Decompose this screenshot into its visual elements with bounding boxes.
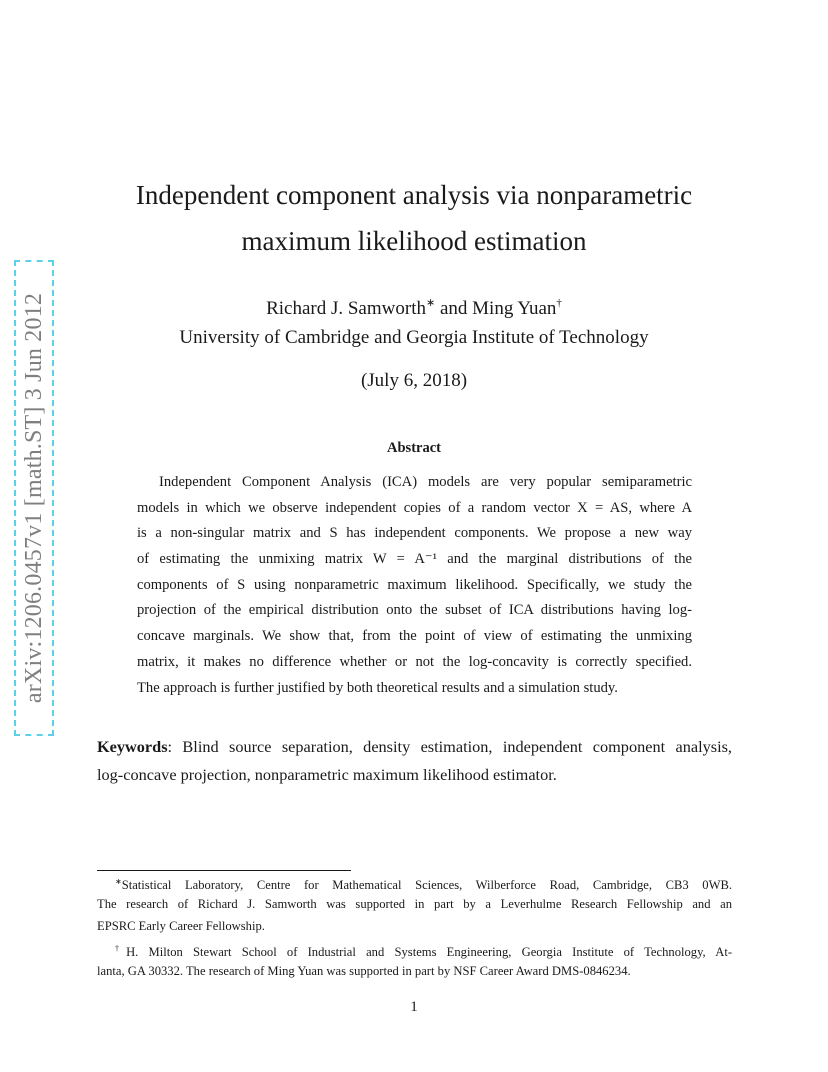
abstract-heading: Abstract	[387, 440, 441, 456]
abstract-line: components of S using nonparametric maximum likelihood. Specifically, we study the	[137, 576, 692, 593]
keywords-text-1: : Blind source separation, density estimation, independent component analysis,	[167, 737, 732, 756]
affiliation: University of Cambridge and Georgia Institute of Technology	[179, 327, 649, 348]
author2-footnote-mark: †	[556, 297, 562, 309]
abstract-line: models in which we observe independent copies of a random vector X = AS, where A	[137, 499, 692, 516]
footnote-1-mark: ∗	[115, 877, 122, 886]
abstract-line: is a non-singular matrix and S has independent components. We propose a new way	[137, 525, 692, 542]
paper-date: (July 6, 2018)	[360, 370, 468, 391]
abstract-body	[137, 470, 692, 701]
paper-title	[0, 172, 828, 264]
author-samworth: Richard J. Samworth	[266, 298, 426, 319]
keywords-line-1	[97, 733, 732, 761]
footnote-2-line-2: lanta, GA 30332. The research of Ming Yuan was supported in part by NSF Career Award DMS-0846234.	[97, 963, 631, 978]
author-separator: and	[435, 298, 473, 319]
author-yuan: Ming Yuan	[472, 298, 557, 319]
page-number: 1	[410, 999, 418, 1015]
footnote-2-mark: †	[115, 943, 127, 953]
footnote-2-text: H. Milton Stewart School of Industrial and Systems Engineering, Georgia Institute of Technology, At-	[126, 944, 733, 959]
abstract-line: projection of the empirical distribution onto the subset of ICA distributions having log-	[137, 602, 692, 619]
footnote-1-line-3: EPSRC Early Career Fellowship.	[97, 919, 265, 934]
footnote-1-line-2: The research of Richard J. Samworth was supported in part by a Leverhulme Research Fellowship and an	[97, 897, 732, 912]
title-line-1: Independent component analysis via nonparametric	[135, 180, 693, 210]
keywords-label: Keywords	[97, 737, 168, 756]
title-line-2: maximum likelihood estimation	[241, 226, 587, 256]
abstract-line: Independent Component Analysis (ICA) models are very popular semiparametric	[159, 474, 692, 490]
abstract-line: matrix, it makes no difference whether or not the log-concavity is correctly specified.	[137, 653, 692, 670]
footnote-2-line-1	[97, 938, 732, 960]
keywords-section	[97, 733, 732, 789]
arxiv-identifier[interactable]: arXiv:1206.0457v1 [math.ST] 3 Jun 2012	[21, 292, 47, 704]
abstract-line: concave marginals. We show that, from the point of view of estimating the unmixing	[137, 628, 692, 645]
footnote-1-line-1	[97, 871, 732, 893]
keywords-line-2: log-concave projection, nonparametric maximum likelihood estimator.	[97, 765, 557, 784]
footnotes	[97, 871, 732, 982]
abstract-line: The approach is further justified by both theoretical results and a simulation study.	[137, 679, 618, 696]
author-list	[0, 290, 828, 322]
author1-footnote-mark: ∗	[425, 297, 436, 309]
footnote-1-text: Statistical Laboratory, Centre for Mathematical Sciences, Wilberforce Road, Cambridge, CB3 0WB.	[121, 878, 732, 892]
abstract-line: of estimating the unmixing matrix W = A⁻¹ and the marginal distributions of the	[137, 551, 692, 568]
